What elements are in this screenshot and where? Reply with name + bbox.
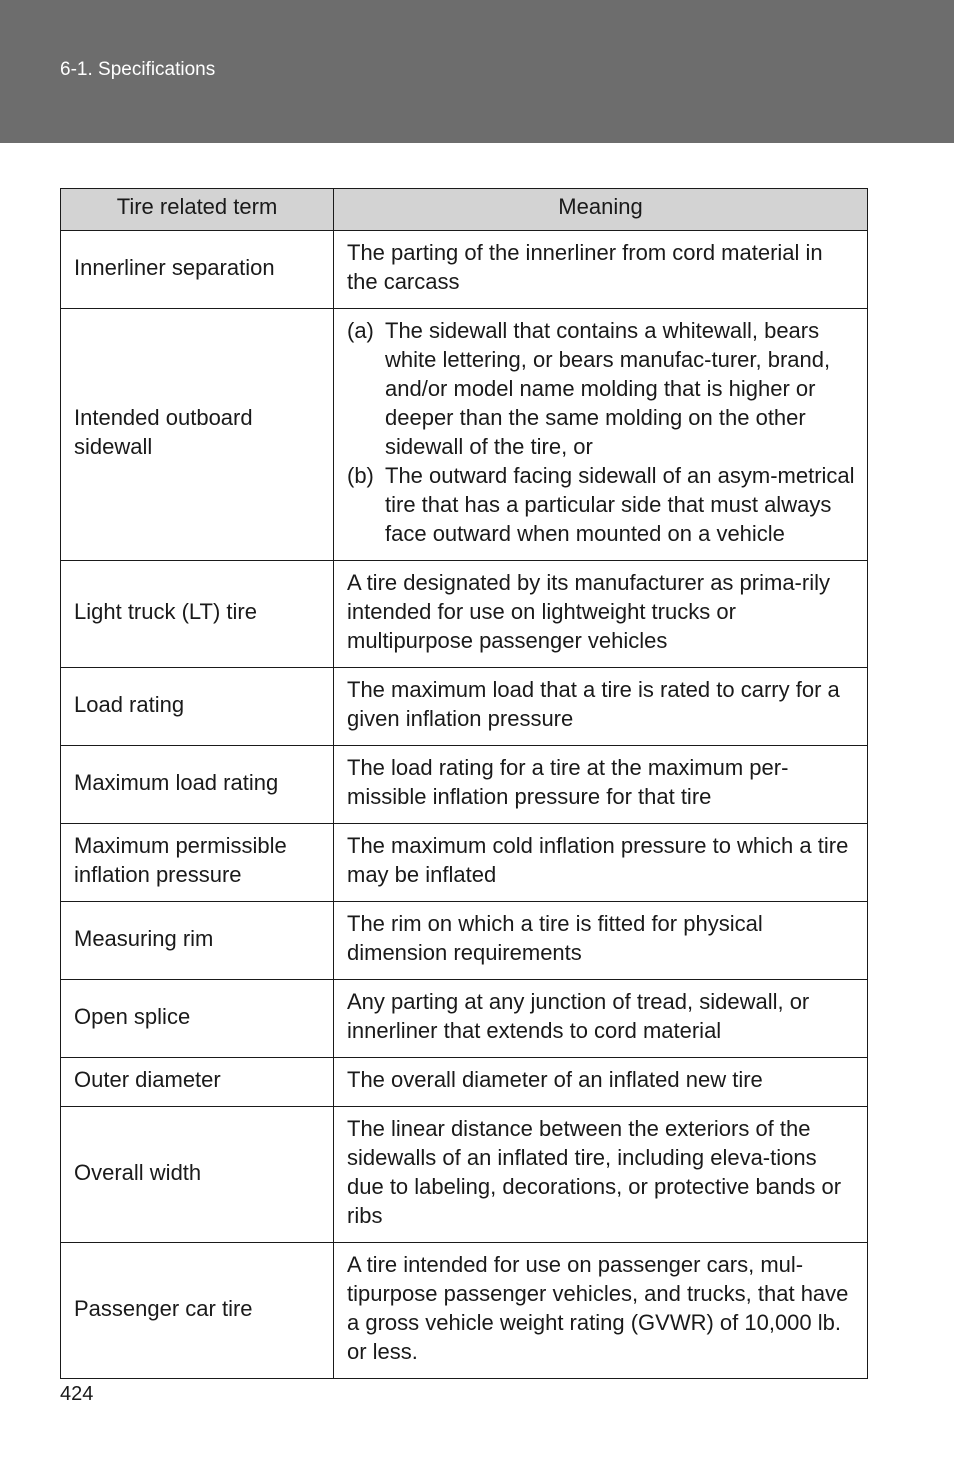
term-cell: Load rating xyxy=(61,668,334,746)
page-number: 424 xyxy=(60,1383,94,1405)
meaning-cell: A tire designated by its manufacturer as prima-rily intended for use on lightweight trucks or multipurpose passenger vehicles xyxy=(334,561,868,668)
term-cell: Intended outboard sidewall xyxy=(61,309,334,561)
term-cell: Outer diameter xyxy=(61,1058,334,1107)
meaning-cell: A tire intended for use on passenger cars, mul-tipurpose passenger vehicles, and trucks, that have a gross vehicle weight rating (GVWR) of 10,000 lb. or less. xyxy=(334,1243,868,1379)
meaning-cell: The parting of the innerliner from cord material in the carcass xyxy=(334,231,868,309)
tire-terms-table xyxy=(60,188,868,1379)
list-marker: (b) xyxy=(347,463,374,488)
column-header-term: Tire related term xyxy=(61,189,334,231)
meaning-cell: The load rating for a tire at the maximum per-missible inflation pressure for that tire xyxy=(334,746,868,824)
table-row xyxy=(61,746,868,824)
list-text: The sidewall that contains a whitewall, bears white lettering, or bears manufac-turer, brand, and/or model name molding that is higher or deeper than the same molding on the other sidewall of the tire, or xyxy=(385,318,831,459)
meaning-cell: Any parting at any junction of tread, sidewall, or innerliner that extends to cord material xyxy=(334,980,868,1058)
term-cell: Maximum load rating xyxy=(61,746,334,824)
term-cell: Measuring rim xyxy=(61,902,334,980)
table-header-row xyxy=(61,189,868,231)
meaning-cell: The linear distance between the exteriors of the sidewalls of an inflated tire, including eleva-tions due to labeling, decorations, or protective bands or ribs xyxy=(334,1107,868,1243)
term-cell: Passenger car tire xyxy=(61,1243,334,1379)
meaning-cell: The overall diameter of an inflated new tire xyxy=(334,1058,868,1107)
list-item xyxy=(347,461,855,548)
term-cell: Innerliner separation xyxy=(61,231,334,309)
term-cell: Overall width xyxy=(61,1107,334,1243)
table-row xyxy=(61,1243,868,1379)
table-row xyxy=(61,668,868,746)
meaning-cell: The rim on which a tire is fitted for physical dimension requirements xyxy=(334,902,868,980)
column-header-meaning: Meaning xyxy=(334,189,868,231)
term-cell: Maximum permissible inflation pressure xyxy=(61,824,334,902)
meaning-cell xyxy=(334,309,868,561)
table-row xyxy=(61,561,868,668)
meaning-cell: The maximum load that a tire is rated to carry for a given inflation pressure xyxy=(334,668,868,746)
table-row xyxy=(61,309,868,561)
table-row xyxy=(61,1058,868,1107)
section-label: 6-1. Specifications xyxy=(60,59,216,80)
term-cell: Light truck (LT) tire xyxy=(61,561,334,668)
table-row xyxy=(61,980,868,1058)
term-cell: Open splice xyxy=(61,980,334,1058)
table-row xyxy=(61,1107,868,1243)
meaning-cell: The maximum cold inflation pressure to which a tire may be inflated xyxy=(334,824,868,902)
table-row xyxy=(61,902,868,980)
list-item xyxy=(347,316,855,461)
table-row xyxy=(61,824,868,902)
header-band xyxy=(0,0,954,143)
list-marker: (a) xyxy=(347,318,374,343)
table-row xyxy=(61,231,868,309)
list-text: The outward facing sidewall of an asym-metrical tire that has a particular side that must always face outward when mounted on a vehicle xyxy=(385,463,855,546)
